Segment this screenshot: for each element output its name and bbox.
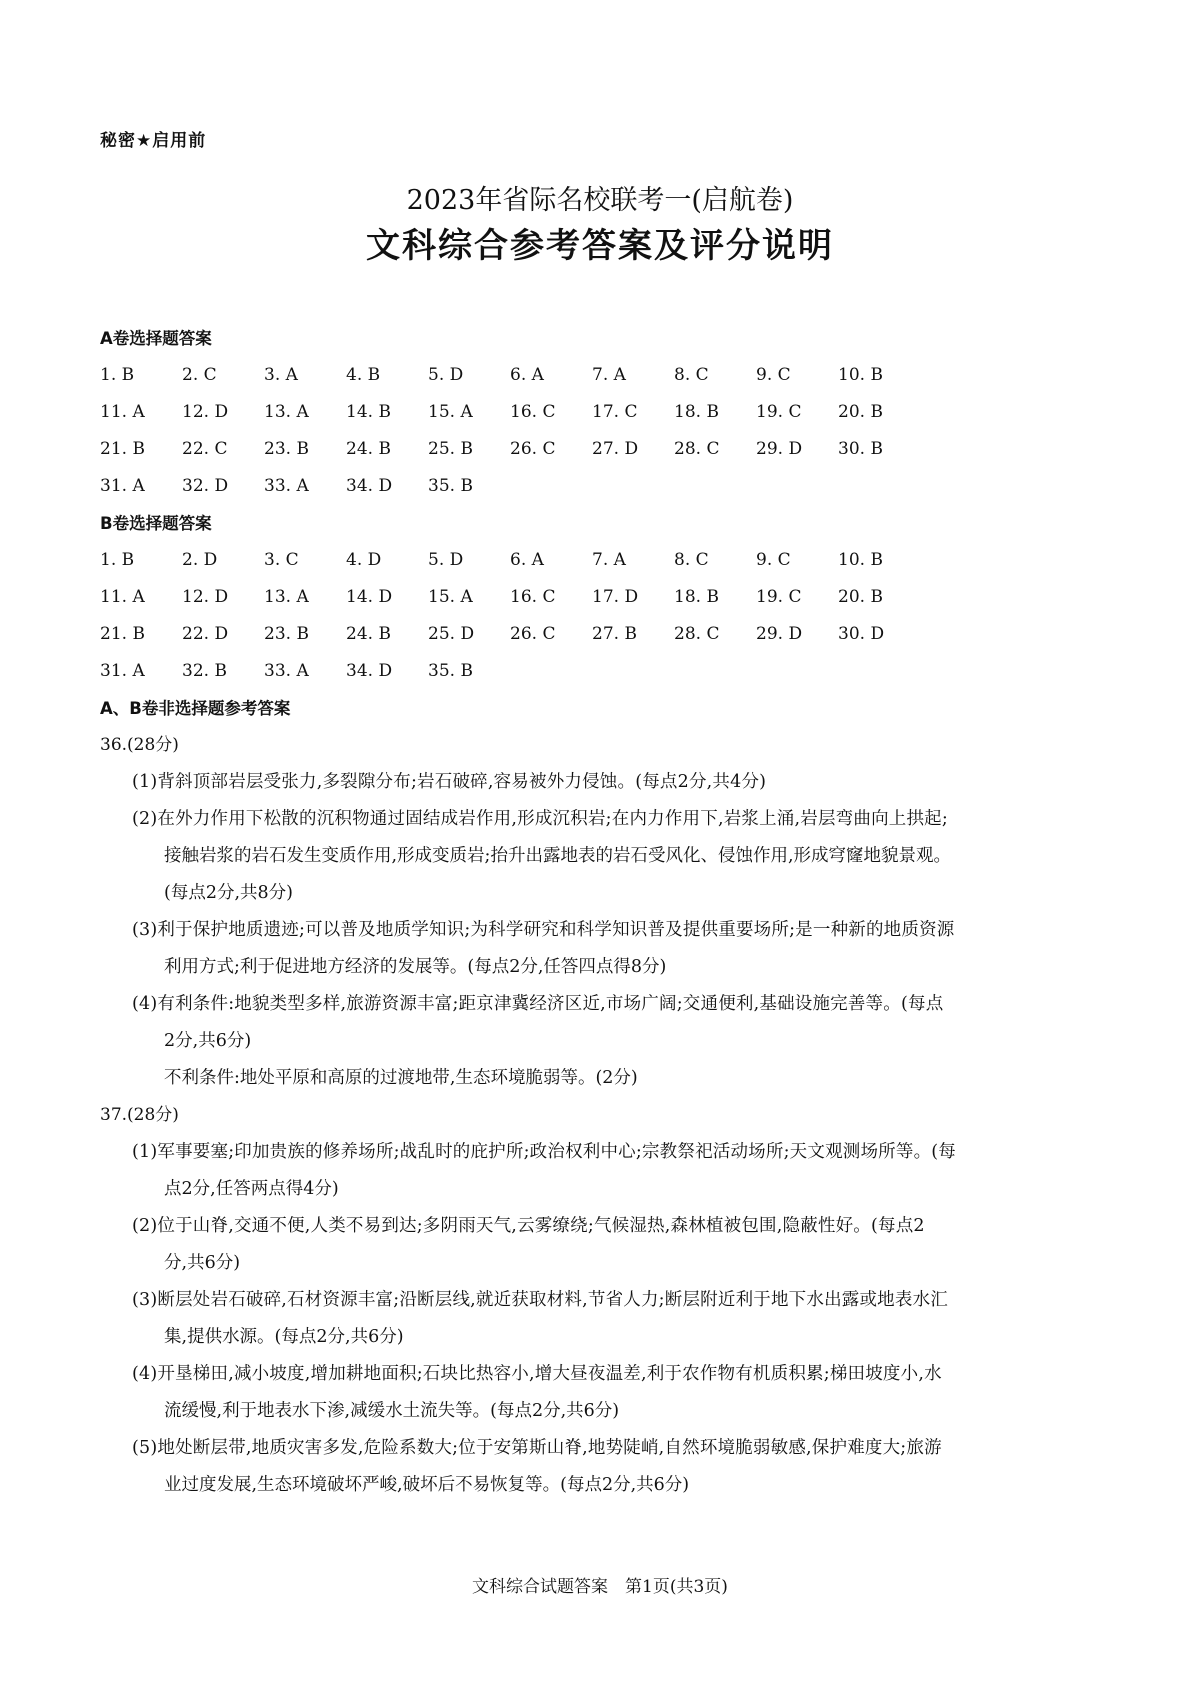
answer-cell: 18. B (674, 587, 719, 607)
answer-cell: 4. D (346, 550, 382, 570)
answer-item-continuation: 不利条件:地处平原和高原的过渡地带,生态环境脆弱等。(2分) (164, 1068, 638, 1088)
answer-cell: 5. D (428, 550, 464, 570)
answer-cell: 30. D (838, 624, 885, 644)
answer-cell: 8. C (674, 550, 709, 570)
page-footer: 文科综合试题答案 第1页(共3页) (472, 1577, 728, 1597)
answer-cell: 2. D (182, 550, 218, 570)
exam-subtitle: 文科综合参考答案及评分说明 (366, 226, 834, 266)
answer-cell: 6. A (510, 550, 544, 570)
answer-cell: 14. D (346, 587, 393, 607)
answer-cell: 21. B (100, 624, 145, 644)
answer-cell: 6. A (510, 365, 544, 385)
answer-cell: 34. D (346, 476, 393, 496)
answer-item: (5)地处断层带,地质灾害多发,危险系数大;位于安第斯山脊,地势陡峭,自然环境脆弱敏感,保护难度大;旅游 (132, 1438, 942, 1458)
answer-cell: 35. B (428, 476, 473, 496)
answer-cell: 34. D (346, 661, 393, 681)
answer-cell: 21. B (100, 439, 145, 459)
answer-cell: 13. A (264, 587, 309, 607)
answer-cell: 25. D (428, 624, 475, 644)
answer-cell: 19. C (756, 402, 802, 422)
answer-cell: 11. A (100, 402, 145, 422)
answer-item: (2)在外力作用下松散的沉积物通过固结成岩作用,形成沉积岩;在内力作用下,岩浆上涌,岩层弯曲向上拱起; (132, 809, 948, 829)
answer-cell: 29. D (756, 439, 803, 459)
answer-cell: 3. A (264, 365, 298, 385)
answer-item-continuation: 接触岩浆的岩石发生变质作用,形成变质岩;抬升出露地表的岩石受风化、侵蚀作用,形成穹窿地貌景观。 (164, 846, 952, 866)
answer-cell: 27. D (592, 439, 639, 459)
answer-cell: 33. A (264, 476, 309, 496)
answer-item: (2)位于山脊,交通不便,人类不易到达;多阴雨天气,云雾缭绕;气候湿热,森林植被包围,隐蔽性好。(每点2 (132, 1216, 925, 1236)
answer-item: (3)利于保护地质遗迹;可以普及地质学知识;为科学研究和科学知识普及提供重要场所;是一种新的地质资源 (132, 920, 955, 940)
answer-cell: 35. B (428, 661, 473, 681)
answer-cell: 31. A (100, 661, 145, 681)
answer-item-continuation: 业过度发展,生态环境破坏严峻,破坏后不易恢复等。(每点2分,共6分) (164, 1475, 690, 1495)
exam-title: 2023年省际名校联考一(启航卷) (406, 185, 794, 216)
answer-cell: 10. B (838, 365, 883, 385)
section-c-label: A、B卷非选择题参考答案 (100, 699, 291, 718)
answer-cell: 20. B (838, 402, 883, 422)
q36-head: 36.(28分) (100, 735, 179, 755)
answer-cell: 10. B (838, 550, 883, 570)
answer-item: (1)背斜顶部岩层受张力,多裂隙分布;岩石破碎,容易被外力侵蚀。(每点2分,共4分) (132, 772, 767, 792)
answer-cell: 28. C (674, 439, 720, 459)
secret-label: 秘密★启用前 (100, 131, 207, 151)
answer-item-continuation: 2分,共6分) (164, 1031, 252, 1051)
answer-cell: 12. D (182, 402, 229, 422)
answer-cell: 28. C (674, 624, 720, 644)
answer-cell: 20. B (838, 587, 883, 607)
answer-cell: 32. B (182, 661, 227, 681)
section-b-label: B卷选择题答案 (100, 514, 212, 533)
content (100, 320, 1096, 1504)
answer-item: (3)断层处岩石破碎,石材资源丰富;沿断层线,就近获取材料,节省人力;断层附近利于地下水出露或地表水汇 (132, 1290, 948, 1310)
answer-cell: 18. B (674, 402, 719, 422)
answer-cell: 13. A (264, 402, 309, 422)
q36-items (100, 764, 1096, 1097)
answer-cell: 5. D (428, 365, 464, 385)
answer-item-continuation: (每点2分,共8分) (164, 883, 293, 903)
answer-cell: 23. B (264, 624, 309, 644)
q37-items (100, 1134, 1096, 1504)
answer-cell: 32. D (182, 476, 229, 496)
answer-item-continuation: 利用方式;利于促进地方经济的发展等。(每点2分,任答四点得8分) (164, 957, 667, 977)
q37-head: 37.(28分) (100, 1105, 179, 1125)
answer-cell: 27. B (592, 624, 637, 644)
answer-cell: 23. B (264, 439, 309, 459)
answer-cell: 4. B (346, 365, 381, 385)
answer-cell: 8. C (674, 365, 709, 385)
answer-item-continuation: 集,提供水源。(每点2分,共6分) (164, 1327, 404, 1347)
answer-cell: 26. C (510, 439, 556, 459)
answer-cell: 9. C (756, 365, 791, 385)
answer-cell: 15. A (428, 587, 473, 607)
answer-item-continuation: 流缓慢,利于地表水下渗,减缓水土流失等。(每点2分,共6分) (164, 1401, 620, 1421)
answer-item: (1)军事要塞;印加贵族的修养场所;战乱时的庇护所;政治权利中心;宗教祭祀活动场所;天文观测场所等。(每 (132, 1142, 956, 1162)
answer-item-continuation: 点2分,任答两点得4分) (164, 1179, 339, 1199)
section-b-answers (100, 542, 1096, 690)
answer-cell: 26. C (510, 624, 556, 644)
answer-cell: 16. C (510, 402, 556, 422)
answer-cell: 2. C (182, 365, 217, 385)
answer-cell: 22. C (182, 439, 228, 459)
answer-cell: 1. B (100, 550, 135, 570)
answer-cell: 7. A (592, 365, 626, 385)
answer-cell: 7. A (592, 550, 626, 570)
answer-cell: 30. B (838, 439, 883, 459)
answer-cell: 12. D (182, 587, 229, 607)
answer-cell: 24. B (346, 439, 391, 459)
answer-cell: 33. A (264, 661, 309, 681)
answer-cell: 1. B (100, 365, 135, 385)
answer-cell: 29. D (756, 624, 803, 644)
section-a-answers (100, 357, 1096, 505)
answer-cell: 22. D (182, 624, 229, 644)
answer-item: (4)开垦梯田,减小坡度,增加耕地面积;石块比热容小,增大昼夜温差,利于农作物有机质积累;梯田坡度小,水 (132, 1364, 942, 1384)
answer-cell: 11. A (100, 587, 145, 607)
answer-cell: 17. D (592, 587, 639, 607)
answer-cell: 14. B (346, 402, 391, 422)
answer-cell: 25. B (428, 439, 473, 459)
answer-cell: 15. A (428, 402, 473, 422)
answer-cell: 19. C (756, 587, 802, 607)
answer-cell: 16. C (510, 587, 556, 607)
section-a-label: A卷选择题答案 (100, 329, 212, 348)
answer-cell: 31. A (100, 476, 145, 496)
answer-cell: 17. C (592, 402, 638, 422)
answer-cell: 3. C (264, 550, 299, 570)
answer-item: (4)有利条件:地貌类型多样,旅游资源丰富;距京津冀经济区近,市场广阔;交通便利,基础设施完善等。(每点 (132, 994, 944, 1014)
answer-item-continuation: 分,共6分) (164, 1253, 241, 1273)
answer-cell: 9. C (756, 550, 791, 570)
answer-cell: 24. B (346, 624, 391, 644)
